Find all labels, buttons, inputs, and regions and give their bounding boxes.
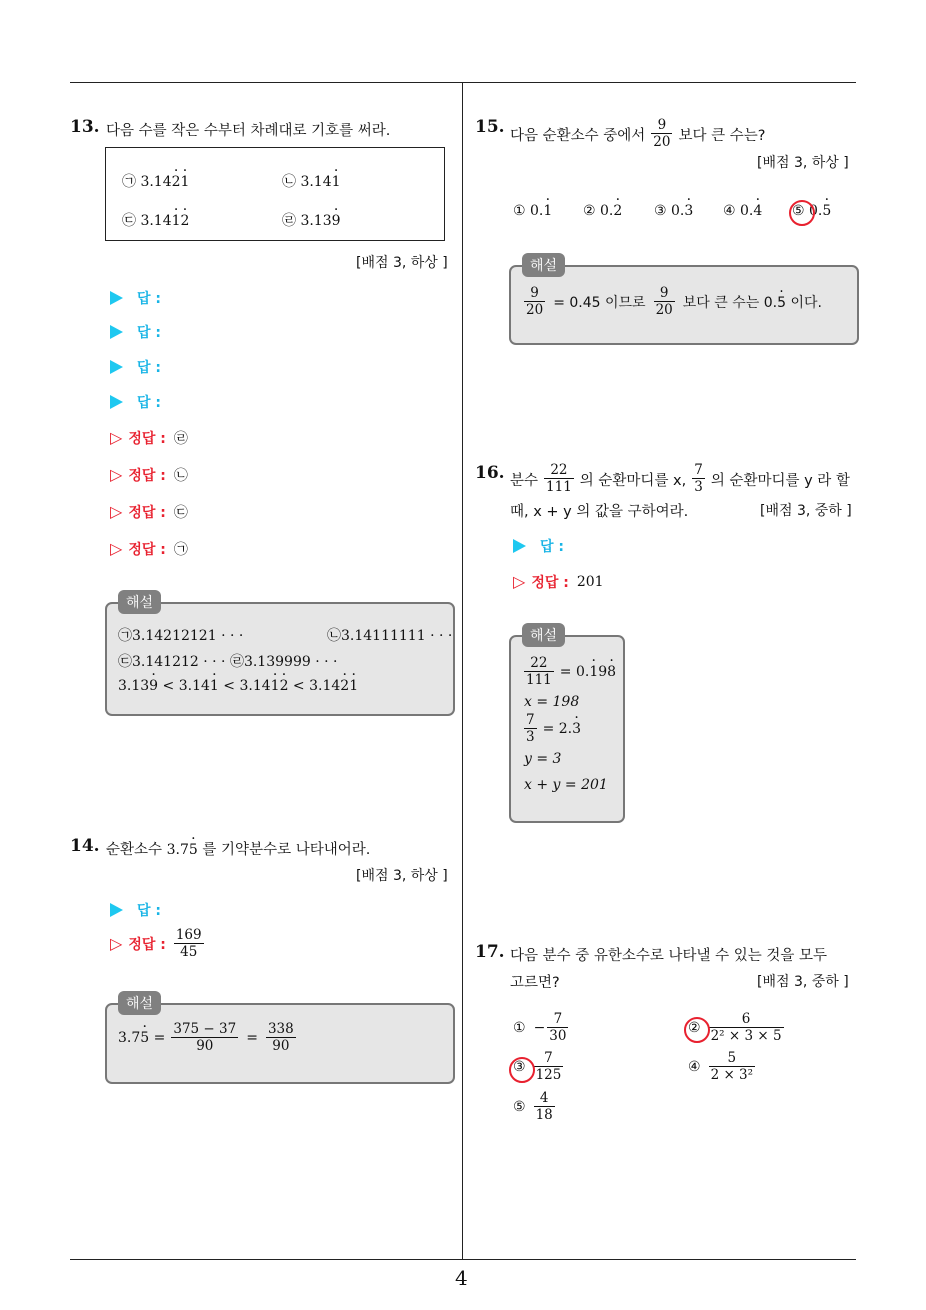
answer-arrow-icon — [110, 291, 123, 305]
answer-arrow-icon — [110, 395, 123, 409]
q13-correct-row-4 — [110, 539, 188, 559]
q13-correct-value-2: ㉡ — [173, 468, 188, 484]
q13-choice-1: ㉠ 3.14· 2· 1 — [122, 171, 189, 191]
answer-label: 답 : — [137, 360, 161, 376]
q17-selected-circle-icon — [509, 1057, 535, 1083]
q16-expl-l5: x + y = 201 — [524, 777, 608, 793]
q15-option-4[interactable]: ④ 0.· 4 — [723, 203, 762, 219]
q14-text: 순환소수 3.7· 5 를 기약분수로 나타내어라. — [106, 838, 370, 859]
page-number: 4 — [455, 1266, 468, 1290]
q13-answer-row-1 — [110, 288, 161, 308]
q13-correct-value-3: ㉢ — [173, 505, 188, 521]
q13-answer-row-4 — [110, 392, 161, 412]
q16-number: 16. — [475, 463, 505, 483]
q13-answer-row-3 — [110, 357, 161, 377]
q13-score: [배점 3, 하상 ] — [356, 255, 448, 271]
q16-expl-l2: x = 198 — [524, 694, 580, 710]
q13-correct-value-4: ㉠ — [173, 542, 188, 558]
q17-option-2[interactable]: ② $\frac{6}{\text{2² × 3 × 5}}$ — [688, 1011, 782, 1044]
column-divider — [462, 82, 463, 1260]
q13-choice-4: ㉣ 3.13· 9 — [282, 210, 341, 230]
correct-label: 정답 : — [128, 542, 166, 558]
answer-arrow-icon — [110, 903, 123, 917]
q15-option-3[interactable]: ③ 0.· 3 — [654, 203, 693, 219]
bottom-rule — [70, 1259, 856, 1260]
q17-option-4[interactable]: ④ $\frac{5}{\text{2 × 3²}}$ — [688, 1050, 754, 1083]
q17-selected-circle-icon — [684, 1017, 710, 1043]
q14-number: 14. — [70, 836, 100, 856]
q17-option-3[interactable]: ③ $\frac{7}{125}$ — [513, 1050, 562, 1083]
q13-correct-value-1: ㉣ — [173, 431, 188, 447]
q17-option-5[interactable]: ⑤ $\frac{4}{18}$ — [513, 1090, 553, 1123]
q13-text: 다음 수를 작은 수부터 차례대로 기호를 써라. — [106, 123, 391, 139]
q16-score: [배점 3, 중하 ] — [760, 503, 852, 519]
q13-expl-line-1a: ㉠3.14212121 · · · — [118, 628, 244, 644]
correct-label: 정답 : — [128, 937, 166, 953]
q16-correct-row — [513, 572, 604, 592]
q16-text-line-2: 때, x + y 의 값을 구하여라. — [510, 504, 689, 520]
q15-option-5[interactable]: ⑤ 0.· 5 — [792, 203, 831, 219]
q13-correct-row-1 — [110, 428, 188, 448]
q17-score: [배점 3, 중하 ] — [757, 974, 849, 990]
q13-choice-2: ㉡ 3.14· 1 — [282, 171, 341, 191]
correct-triangle-icon: ▷ — [110, 465, 123, 484]
q16-answer-row — [513, 536, 564, 556]
q15-number: 15. — [475, 117, 505, 137]
q13-correct-row-2 — [110, 465, 188, 485]
q14-expl-eq: 3.7· 5 = $\frac{375 - 37}{90}$ = $\frac{338}{90}$ — [118, 1022, 298, 1054]
q16-expl-l3: $\frac{7}{3}$ = 2.· 3 — [522, 713, 581, 745]
correct-label: 정답 : — [128, 505, 166, 521]
correct-label: 정답 : — [128, 468, 166, 484]
q13-correct-row-3 — [110, 502, 188, 522]
correct-triangle-icon: ▷ — [110, 539, 123, 558]
q17-option-1[interactable]: ① − $\frac{7}{30}$ — [513, 1011, 567, 1044]
correct-label: 정답 : — [128, 431, 166, 447]
q17-text-line-2: 고르면? — [510, 975, 560, 991]
q14-answer-fraction: $\frac{169}{45}$ — [175, 927, 202, 960]
explanation-tag: 해설 — [118, 991, 161, 1015]
answer-label: 답 : — [137, 395, 161, 411]
q15-text: 다음 순환소수 중에서 $\frac{9}{20}$ 보다 큰 수는? — [510, 117, 766, 150]
q14-score: [배점 3, 하상 ] — [356, 868, 448, 884]
answer-label: 답 : — [137, 903, 161, 919]
q14-correct-row — [110, 928, 206, 960]
q15-option-2[interactable]: ② 0.· 2 — [583, 203, 622, 219]
q15-expl-line: $\frac{9}{20}$ = 0.45 이므로 $\frac{9}{20}$ 보다 큰 수는 0.· 5 이다. — [522, 286, 822, 318]
q16-text-line-1: 분수 $\frac{22}{111}$ 의 순환마디를 x, $\frac{7}{3}$ 의 순환마디를 y 라 할 — [510, 462, 850, 495]
top-rule — [70, 82, 856, 83]
q15-option-1[interactable]: ① 0.· 1 — [513, 203, 552, 219]
q13-number: 13. — [70, 117, 100, 137]
answer-arrow-icon — [513, 539, 526, 553]
q13-expl-line-2: ㉢3.141212 · · · ㉣3.139999 · · · — [118, 654, 338, 670]
q14-answer-row — [110, 900, 161, 920]
q13-expl-line-1b: ㉡3.14111111 · · · — [327, 628, 453, 644]
answer-arrow-icon — [110, 325, 123, 339]
correct-triangle-icon: ▷ — [110, 428, 123, 447]
correct-triangle-icon: ▷ — [110, 502, 123, 521]
correct-triangle-icon: ▷ — [110, 934, 123, 953]
q13-choice-3: ㉢ 3.14· 1· 2 — [122, 210, 189, 230]
q15-score: [배점 3, 하상 ] — [757, 155, 849, 171]
explanation-tag: 해설 — [118, 590, 161, 614]
q17-number: 17. — [475, 942, 505, 962]
q13-answer-row-2 — [110, 322, 161, 342]
correct-triangle-icon: ▷ — [513, 572, 526, 591]
answer-label: 답 : — [137, 325, 161, 341]
correct-label: 정답 : — [531, 575, 569, 591]
q13-expl-line-3: 3.13· 9 < 3.14· 1 < 3.14· 1· 2 < 3.14· 2· 1 — [118, 678, 358, 694]
q15-selected-circle-icon — [789, 200, 815, 226]
q16-correct-value: 201 — [576, 574, 604, 590]
q16-expl-l1: $\frac{22}{111}$ = 0.· 19· 8 — [522, 656, 616, 688]
q16-expl-l4: y = 3 — [524, 751, 562, 767]
answer-arrow-icon — [110, 360, 123, 374]
answer-label: 답 : — [540, 539, 564, 555]
explanation-tag: 해설 — [522, 253, 565, 277]
answer-label: 답 : — [137, 291, 161, 307]
explanation-tag: 해설 — [522, 623, 565, 647]
q17-text-line-1: 다음 분수 중 유한소수로 나타낼 수 있는 것을 모두 — [510, 948, 828, 964]
